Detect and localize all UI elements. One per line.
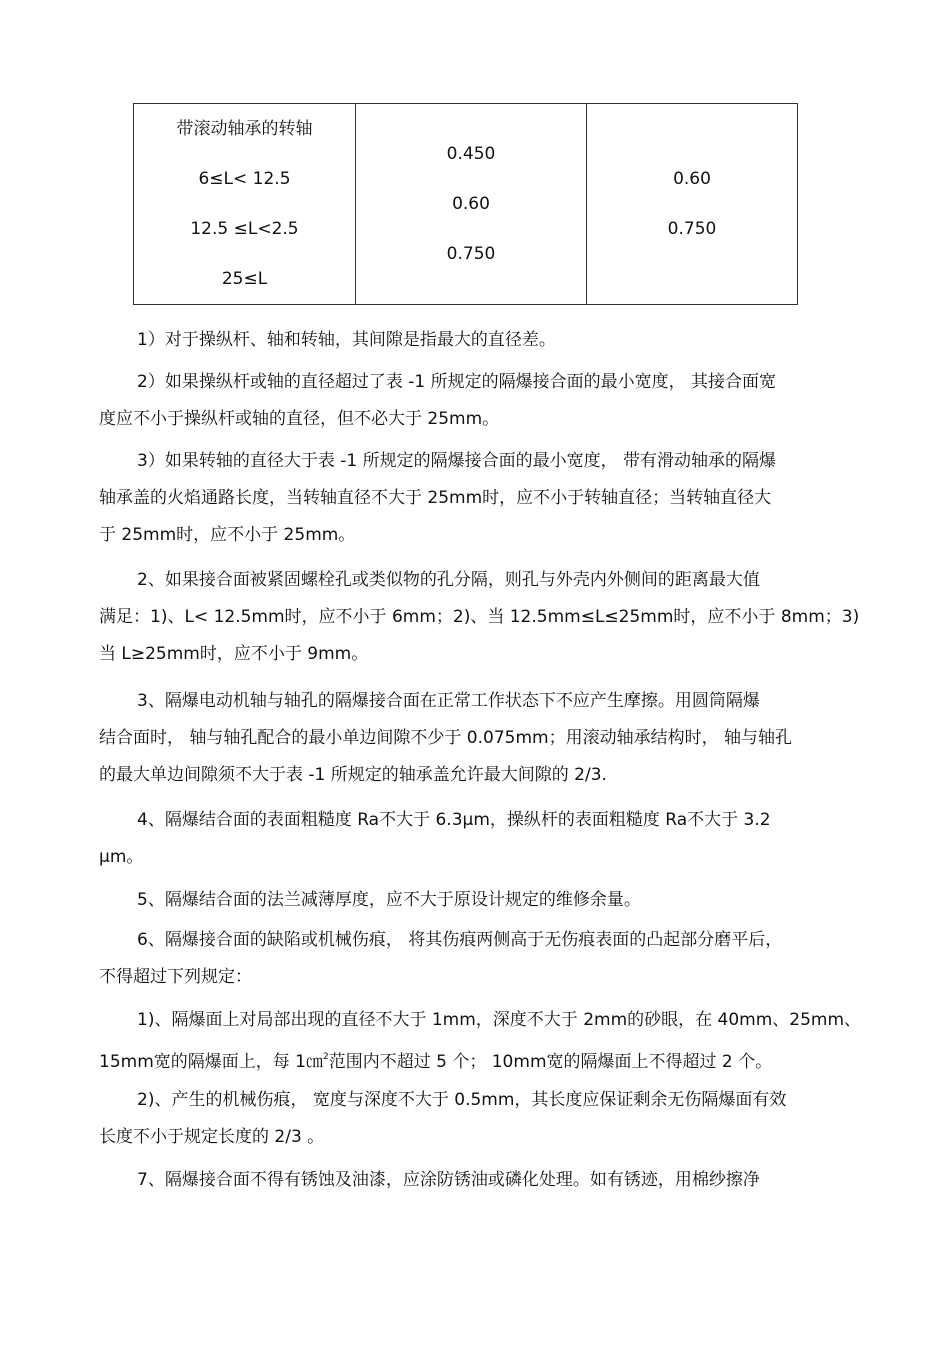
text-line: 1)、隔爆面上对局部出现的直径不大于 1mm，深度不大于 2mm的砂眼，在 40mm、25mm、 <box>137 1010 862 1030</box>
text-line: 1）对于操纵杆、轴和转轴，其间隙是指最大的直径差。 <box>137 330 556 350</box>
section-6-item-2 <box>99 1082 839 1156</box>
note-2 <box>99 364 839 438</box>
section-7 <box>99 1162 839 1199</box>
section-2 <box>99 562 860 673</box>
table-row <box>134 104 798 305</box>
text-line <box>99 1039 839 1076</box>
text-line: 于 25mm时，应不小于 25mm。 <box>99 525 356 545</box>
text-line: 不得超过下列规定： <box>99 967 252 987</box>
length-range-3: 25≤L <box>221 269 268 289</box>
clearance-value-3: 0.750 <box>446 244 496 264</box>
text-line: 2、如果接合面被紧固螺栓孔或类似物的孔分隔，则孔与外壳内外侧间的距离最大值 <box>137 570 760 590</box>
length-range-1: 6≤L< 12.5 <box>198 169 291 189</box>
section-6-item-1 <box>99 1002 862 1076</box>
note-1 <box>99 322 839 359</box>
section-5 <box>99 882 839 919</box>
length-range-2: 12.5 ≤L<2.5 <box>190 219 299 239</box>
text-line: 6、隔爆接合面的缺陷或机械伤痕， 将其伤痕两侧高于无伤痕表面的凸起部分磨平后， <box>137 930 783 950</box>
text-line: 长度不小于规定长度的 2/3 。 <box>99 1127 325 1147</box>
text-line: 4、隔爆结合面的表面粗糙度 Ra不大于 6.3μm，操纵杆的表面粗糙度 Ra不大于 3.2 <box>137 810 771 830</box>
clearance-values-cell <box>356 104 587 305</box>
text-line: 当 L≥25mm时，应不小于 9mm。 <box>99 644 369 664</box>
section-4 <box>99 802 839 876</box>
text-line: 满足：1)、L< 12.5mm时，应不小于 6mm；2)、当 12.5mm≤L≤25mm时，应不小于 8mm；3) <box>99 607 860 627</box>
text-line: 3、隔爆电动机轴与轴孔的隔爆接合面在正常工作状态下不应产生摩擦。用圆筒隔爆 <box>137 691 760 711</box>
text-fragment: 15mm宽的隔爆面上，每 1㎝ <box>99 1052 323 1072</box>
max-clearance-cell <box>587 104 798 305</box>
shaft-type-cell <box>134 104 356 305</box>
text-line: 结合面时， 轴与轴孔配合的最小单边间隙不少于 0.075mm；用滚动轴承结构时， 轴与轴孔 <box>99 728 792 748</box>
clearance-value-2: 0.60 <box>452 194 490 214</box>
max-clearance-value-1: 0.60 <box>673 169 711 189</box>
section-6 <box>99 922 839 996</box>
text-line: 的最大单边间隙须不大于表 -1 所规定的轴承盖允许最大间隙的 2/3. <box>99 765 607 785</box>
text-line: 7、隔爆接合面不得有锈蚀及油漆，应涂防锈油或磷化处理。如有锈迹，用棉纱擦净 <box>137 1170 760 1190</box>
text-fragment: 范围内不超过 5 个； 10mm宽的隔爆面上不得超过 2 个。 <box>328 1052 773 1072</box>
superscript-2: 2 <box>322 1052 329 1062</box>
text-line: 3）如果转轴的直径大于表 -1 所规定的隔爆接合面的最小宽度， 带有滑动轴承的隔爆 <box>137 451 776 471</box>
text-line: 2)、产生的机械伤痕， 宽度与深度不大于 0.5mm，其长度应保证剩余无伤隔爆面有效 <box>137 1090 787 1110</box>
shaft-type-label: 带滚动轴承的转轴 <box>176 119 313 139</box>
clearance-table <box>133 103 798 305</box>
text-line: 轴承盖的火焰通路长度，当转轴直径不大于 25mm时，应不小于转轴直径；当转轴直径大 <box>99 488 772 508</box>
text-line: 2）如果操纵杆或轴的直径超过了表 -1 所规定的隔爆接合面的最小宽度， 其接合面宽 <box>137 372 776 392</box>
clearance-value-1: 0.450 <box>446 144 496 164</box>
note-3 <box>99 443 839 554</box>
section-3 <box>99 683 839 794</box>
max-clearance-value-2: 0.750 <box>667 219 717 239</box>
text-line: 5、隔爆结合面的法兰减薄厚度，应不大于原设计规定的维修余量。 <box>137 890 641 910</box>
text-line: μm。 <box>99 847 144 867</box>
text-line: 度应不小于操纵杆或轴的直径，但不必大于 25mm。 <box>99 409 500 429</box>
